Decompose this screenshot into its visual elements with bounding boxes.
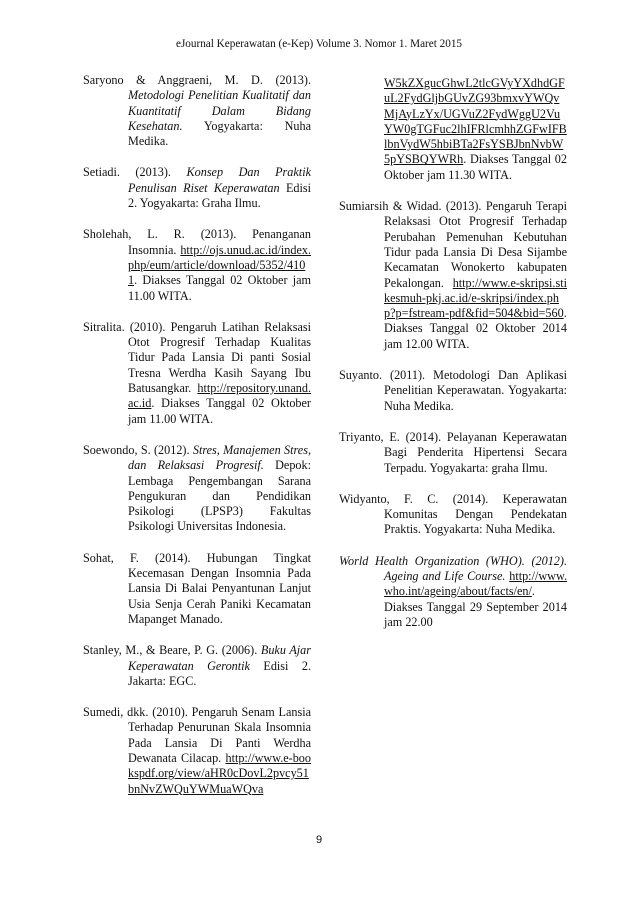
reference-link[interactable]: http://www.e-bookspdf.org/view/aHR0cDovL2pvcy51bnNvZWQuYWMuaWQva bbox=[128, 750, 311, 796]
reference-link[interactable]: http://www.who.int/ageing/about/facts/en/ bbox=[384, 569, 567, 599]
reference-entry: Sholehah, L. R. (2013). Penanganan Insomnia. http://ojs.unud.ac.id/index.php/eum/article/download/5352/4101. Diakses Tanggal 02 Oktober jam 11.00 WITA. bbox=[83, 227, 311, 303]
reference-link[interactable]: http://www.e-skripsi.stikesmuh-pkj.ac.id/e-skripsi/index.php?p=fstream-pdf&fid=504&bid=560 bbox=[384, 275, 567, 321]
right-reference-column bbox=[339, 76, 567, 646]
reference-entry-continued: W5kZXgucGhwL2tlcGVyYXdhdGFuL2FydGljbGUvZG93bmxvYWQvMjAyLzYx/UGVuZ2FydWggU2VuYW0gTGFuc2lhIFRlcmhhZGFwIFBlbnVydW5hbiBTa2FsYSBJbnNvbW5pYSBQYWRh. Diakses Tanggal 02 Oktober jam 11.30 WITA. bbox=[384, 76, 567, 182]
reference-link[interactable]: http://ojs.unud.ac.id/index.php/eum/article/download/5352/4101 bbox=[128, 242, 311, 288]
journal-header: eJournal Keperawatan (e-Kep) Volume 3. Nomor 1. Maret 2015 bbox=[175, 38, 463, 50]
reference-entry: Widyanto, F. C. (2014). Keperawatan Komunitas Dengan Pendekatan Praktis. Yogyakarta: Nuha Medika. bbox=[339, 491, 567, 537]
reference-entry: Stanley, M., & Beare, P. G. (2006). Buku Ajar Keperawatan Gerontik Edisi 2. Jakarta: EGC. bbox=[83, 643, 311, 688]
reference-entry: World Health Organization (WHO). (2012). Ageing and Life Course. http://www.who.int/ageing/about/facts/en/. Diakses Tanggal 29 September 2014 jam 22.00 bbox=[339, 553, 567, 629]
reference-entry: Saryono & Anggraeni, M. D. (2013). Metodologi Penelitian Kualitatif dan Kuantitatif Dalam Bidang Kesehatan. Yogyakarta: Nuha Medika. bbox=[83, 73, 311, 149]
reference-entry: Sumiarsih & Widad. (2013). Pengaruh Terapi Relaksasi Otot Progresif Terhadap Perubahan Pemenuhan Kebutuhan Tidur pada Lansia Di Desa Sijambe Kecamatan Wonokerto kabupaten Pekalongan. http://www.e-skripsi.stikesmuh-pkj.ac.id/e-skripsi/index.php?p=fstream-pdf&fid=504&bid=560. Diakses Tanggal 02 Oktober 2014 jam 12.00 WITA. bbox=[339, 199, 567, 351]
left-reference-column bbox=[83, 73, 311, 813]
reference-link[interactable]: W5kZXgucGhwL2tlcGVyYXdhdGFuL2FydGljbGUvZG93bmxvYWQvMjAyLzYx/UGVuZ2FydWggU2VuYW0gTGFuc2lhIFRlcmhhZGFwIFBlbnVydW5hbiBTa2FsYSBJbnNvbW5pYSBQYWRh bbox=[384, 76, 567, 167]
reference-entry: Setiadi. (2013). Konsep Dan Praktik Penulisan Riset Keperawatan Edisi 2. Yogyakarta: Graha Ilmu. bbox=[83, 165, 311, 211]
reference-entry: Suyanto. (2011). Metodologi Dan Aplikasi Penelitian Keperawatan. Yogyakarta: Nuha Medika. bbox=[339, 368, 567, 413]
reference-entry: Sohat, F. (2014). Hubungan Tingkat Kecemasan Dengan Insomnia Pada Lansia Di Balai Penyantunan Lanjut Usia Senja Cerah Paniki Kecamatan Mapanget Manado. bbox=[83, 550, 311, 626]
reference-entry: Sumedi, dkk. (2010). Pengaruh Senam Lansia Terhadap Penurunan Skala Insomnia Pada Lansia Di Panti Werdha Dewanata Cilacap. http://www.e-bookspdf.org/view/aHR0cDovL2pvcy51bnNvZWQuYWMuaWQva bbox=[83, 705, 311, 796]
reference-entry: Triyanto, E. (2014). Pelayanan Keperawatan Bagi Penderita Hipertensi Secara Terpadu. Yogyakarta: graha Ilmu. bbox=[339, 429, 567, 475]
page-number: 9 bbox=[315, 834, 323, 846]
reference-link[interactable]: http://repository.unand.ac.id bbox=[128, 381, 311, 411]
reference-entry: Sitralita. (2010). Pengaruh Latihan Relaksasi Otot Progresif Terhadap Kualitas Tidur Pada Lansia Di panti Sosial Tresna Werdha Kasih Sayang Ibu Batusangkar. http://repository.unand.ac.id. Diakses Tanggal 02 Oktober jam 11.00 WITA. bbox=[83, 319, 311, 426]
reference-entry: Soewondo, S. (2012). Stres, Manajemen Stres, dan Relaksasi Progresif. Depok: Lembaga Pengembangan Sarana Pengukuran dan Pendidikan Psikologi (LPSP3) Fakultas Psikologi Universitas Indonesia. bbox=[83, 442, 311, 534]
